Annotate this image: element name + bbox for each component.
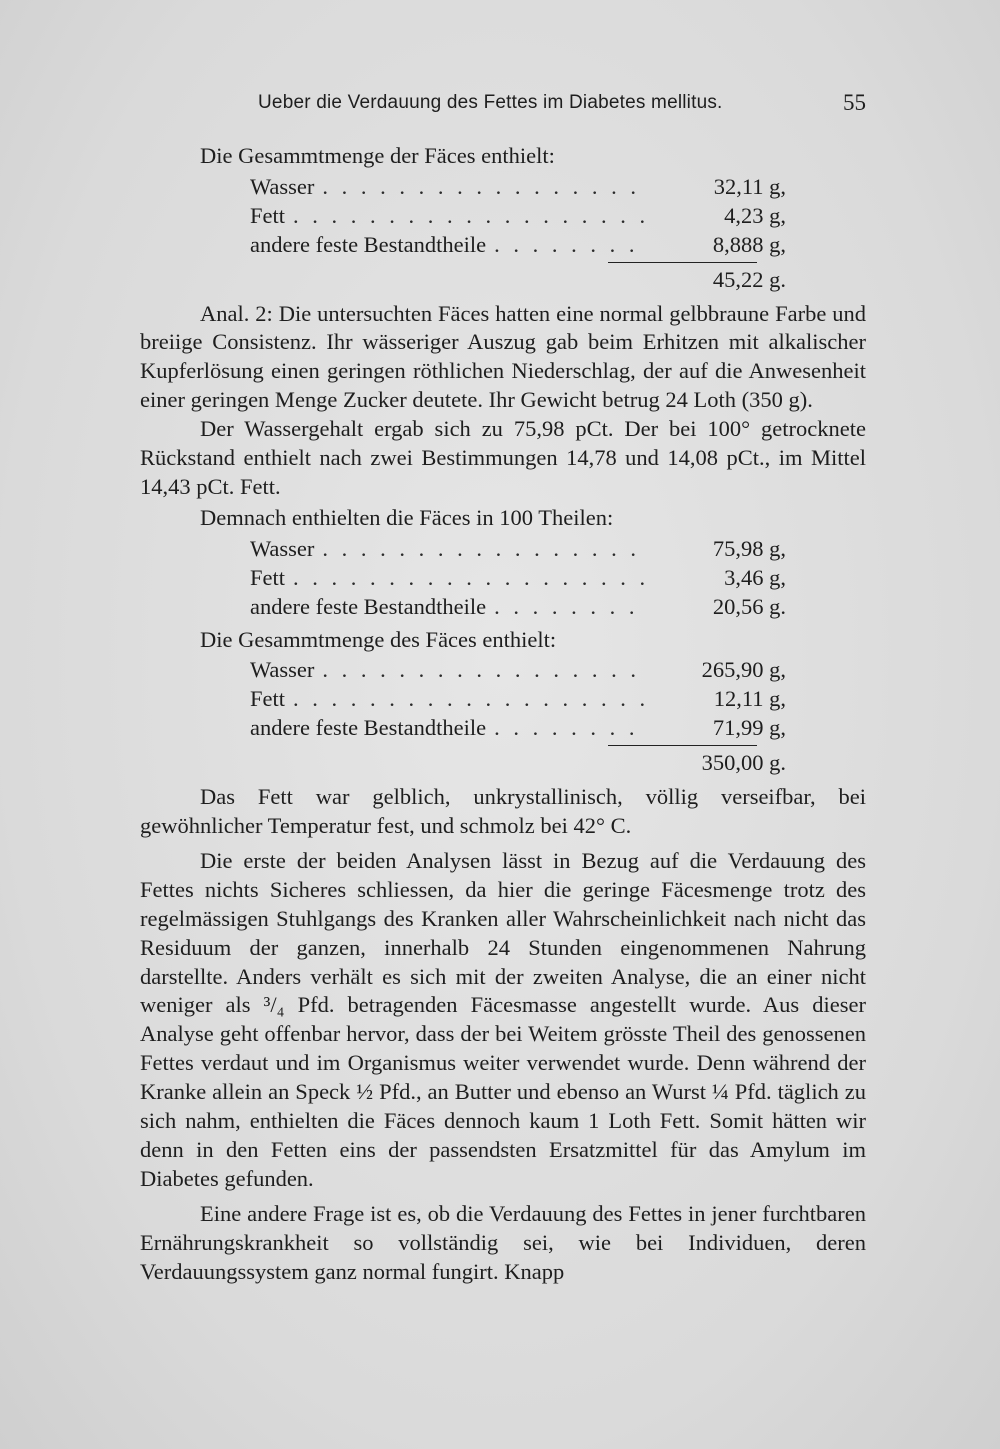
table-row — [250, 202, 786, 231]
table-heading: Die Gesammtmenge des Fäces enthielt: — [200, 626, 557, 652]
paragraph: Der Wassergehalt ergab sich zu 75,98 pCt. Der bei 100° getrocknete Rückstand enthielt nach zwei Bestimmungen 14,78 und 14,08 pCt., im Mittel 14,43 pCt. Fett. — [140, 416, 866, 500]
composition-table — [250, 535, 786, 622]
row-label: Wasser — [250, 535, 315, 561]
table-total — [250, 266, 786, 296]
running-head: Ueber die Verdauung des Fettes im Diabetes mellitus. — [258, 92, 723, 113]
paragraph: Die erste der beiden Analysen lässt in Bezug auf die Verdauung des Fettes nichts Sicheres schliessen, da hier die geringe Fäcesmenge trotz des regelmässigen Stuhlgangs des Kranken aller Wahrscheinlichkeit nach nicht das Residuum der ganzen, innerhalb 24 Stunden eingenommenen Nahrung darstellte. Anders verhält es sich mit der zweiten Analyse, die an einer nicht weniger als ³/₄ Pfd. betragenden Fäcesmasse angestellt wurde. Aus dieser Analyse geht offenbar hervor, dass der bei Weitem grösste Theil des genossenen Fettes verdaut und im Organismus weiter verwendet wurde. Denn während der Kranke allein an Speck ½ Pfd., an Butter und ebenso an Wurst ¼ Pfd. täglich zu sich nahm, enthielten die Fäces dennoch kaum 1 Loth Fett. Somit hätten wir denn in den Fetten eins der passendsten Ersatzmittel für das Amylum im Diabetes gefunden. — [140, 847, 866, 1191]
row-label: andere feste Bestandtheile — [250, 231, 487, 257]
row-value: 8,888 g, — [712, 231, 786, 257]
table-row — [250, 535, 786, 564]
paragraph: Anal. 2: Die untersuchten Fäces hatten eine normal gelbbraune Farbe und breiige Consistenz. Ihr wässeriger Auszug gab beim Erhitzen mit alkalischer Kupferlösung einen geringen röthlichen Niederschlag, der auf die Anwesenheit einer geringen Menge Zucker deutete. Ihr Gewicht betrug 24 Loth (350 g). — [140, 300, 866, 413]
page-number: 55 — [843, 90, 866, 115]
leader-dots — [285, 685, 648, 714]
leader-dots — [314, 173, 648, 202]
page-body — [140, 140, 866, 1286]
row-value: 75,98 g, — [712, 535, 786, 561]
leader-dots — [486, 593, 648, 622]
table-row — [250, 173, 786, 202]
table-row — [250, 685, 786, 714]
table-row — [250, 593, 786, 622]
row-label: Fett — [250, 202, 286, 228]
row-value: 71,99 g, — [712, 715, 786, 741]
row-value: 3,46 g, — [724, 564, 786, 590]
table-row — [250, 564, 786, 593]
leader-dots — [314, 535, 648, 564]
paragraph: Eine andere Frage ist es, ob die Verdauung des Fettes in jener furchtbaren Ernährungskrankheit so vollständig sei, wie bei Individuen, deren Verdauungssystem ganz normal fungirt. Knapp — [140, 1200, 866, 1284]
row-label: andere feste Bestandtheile — [250, 715, 487, 741]
leader-dots — [486, 714, 648, 743]
total-value: 350,00 g. — [701, 750, 786, 776]
leader-dots — [486, 231, 648, 260]
table-row — [250, 231, 786, 260]
leader-dots — [285, 564, 648, 593]
row-label: Fett — [250, 564, 286, 590]
composition-table — [250, 656, 786, 779]
row-value: 32,11 g, — [713, 173, 786, 199]
row-label: Wasser — [250, 657, 315, 683]
row-label: Fett — [250, 686, 286, 712]
total-value: 45,22 g. — [712, 266, 786, 292]
leader-dots — [314, 656, 648, 685]
table-heading: Die Gesammtmenge der Fäces enthielt: — [200, 143, 555, 168]
row-value: 20,56 g. — [712, 593, 786, 619]
table-heading: Demnach enthielten die Fäces in 100 Theilen: — [200, 504, 614, 530]
page-header — [140, 92, 866, 122]
table-row — [250, 656, 786, 685]
table-total — [250, 749, 786, 779]
row-label: andere feste Bestandtheile — [250, 593, 487, 619]
row-value: 265,90 g, — [701, 657, 786, 683]
row-value: 4,23 g, — [724, 202, 786, 228]
paragraph: Das Fett war gelblich, unkrystallinisch, völlig verseifbar, bei gewöhnlicher Temperatur fest, und schmolz bei 42° C. — [140, 784, 866, 838]
row-value: 12,11 g, — [713, 686, 786, 712]
row-label: Wasser — [250, 173, 315, 199]
leader-dots — [285, 202, 648, 231]
composition-table — [250, 173, 786, 296]
table-row — [250, 714, 786, 743]
